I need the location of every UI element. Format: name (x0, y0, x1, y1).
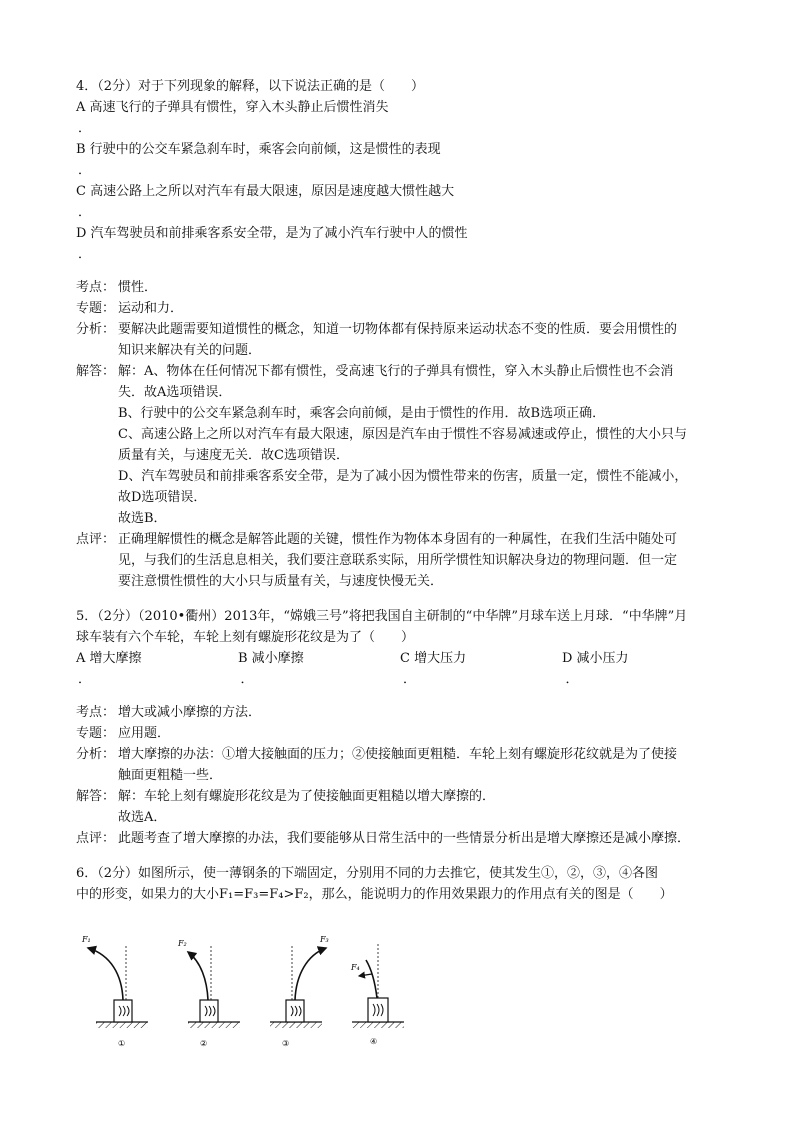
q5-stem-line: 5．（2分）（2010•衢州）2013年，“嫦娥三号”将把我国自主研制的“中华牌”月球车送上月球．“中华牌”月 (76, 609, 688, 624)
q5-option-a: A 增大摩擦 (76, 651, 142, 666)
q4-option-dot: ． (78, 247, 92, 262)
q4-option-dot: ． (78, 163, 92, 178)
q5-stem-line: 球车装有六个车轮，车轮上刻有螺旋形花纹是为了（ ） (76, 630, 415, 645)
q5-option-d: D 减小压力 (562, 651, 629, 666)
q6-stem-line: 6．（2分）如图所示，使一薄钢条的下端固定，分别用不同的力去推它，使其发生①，②，③，④各图 (76, 866, 659, 881)
diagram-4 (350, 944, 404, 1046)
q4-option-c: C 高速公路上之所以对汽车有最大限速，原因是速度越大惯性越大 (76, 184, 455, 199)
q5-kaodian (76, 702, 726, 723)
fenxi-line: 要解决此题需要知道惯性的概念，知道一切物体都有保持原来运动状态不变的性质．要会用惯性的 (118, 322, 678, 337)
q4-fenxi (76, 319, 726, 361)
jieda-line: B、行驶中的公交车紧急刹车时，乘客会向前倾，是由于惯性的作用．故B选项正确． (118, 406, 606, 421)
fenxi-line: 知识来解决有关的问题． (118, 343, 262, 358)
fenxi-line: 触面更粗糙一些． (118, 768, 223, 783)
dianping-label: 点评： (76, 831, 116, 846)
zhuanti-label: 专题： (76, 301, 116, 316)
force-label-f2: F₂ (178, 939, 187, 948)
bent-strip (88, 948, 123, 1000)
q5-options (76, 648, 726, 669)
dianping-line: 见，与我们的生活息息相关，我们要注意联系实际，用所学惯性知识解决身边的物理问题．但一定 (118, 553, 678, 568)
force-label-f1: F₁ (82, 935, 91, 944)
jieda-line: 解：A、物体在任何情况下都有惯性，受高速飞行的子弹具有惯性，穿入木头静止后惯性也不会消 (118, 364, 674, 379)
bent-strip (188, 952, 208, 1000)
q5-option-c: C 增大压力 (400, 651, 467, 666)
q5-option-dot: ． (403, 672, 417, 687)
dianping-line: 要注意惯性惯性的大小只与质量有关，与速度快慢无关． (118, 574, 444, 589)
force-label-f4: F₄ (351, 963, 360, 972)
q5-option-dot: ． (240, 672, 254, 687)
diagram-1 (81, 935, 148, 1048)
q5-jieda (76, 786, 726, 828)
q4-option-d: D 汽车驾驶员和前排乘客系安全带，是为了减小汽车行驶中人的惯性 (76, 226, 468, 241)
caption-3: ③ (282, 1039, 290, 1048)
q5-dianping (76, 828, 726, 849)
q5-option-dot: ． (565, 672, 579, 687)
diagram-2 (177, 939, 240, 1048)
jieda-line: 故选A． (118, 810, 167, 825)
q5-option-b: B 减小摩擦 (238, 651, 304, 666)
q4-jieda (76, 361, 726, 529)
jieda-line: D、汽车驾驶员和前排乘客系安全带，是为了减小因为惯性带来的伤害，质量一定，惯性不能减小， (118, 469, 688, 484)
q4-stem: 4．（2分）对于下列现象的解释，以下说法正确的是（ ） (76, 79, 425, 94)
q4-option-dot: ． (78, 205, 92, 220)
q6-stem-line: 中的形变，如果力的大小F₁=F₃=F₄>F₂，那么，能说明力的作用效果跟力的作用点有关的图是（ ） (76, 887, 673, 902)
force-label-f3: F₃ (320, 935, 329, 944)
caption-1: ① (118, 1039, 126, 1048)
q5-option-dots (76, 669, 726, 690)
caption-4: ④ (370, 1037, 378, 1046)
zhuanti-text: 应用题． (118, 726, 171, 741)
q4-zhuanti (76, 298, 726, 319)
bent-strip (295, 948, 326, 1000)
worksheet-page (76, 76, 726, 905)
q4-option-a: A 高速飞行的子弹具有惯性，穿入木头静止后惯性消失 (76, 100, 389, 115)
ground-hatch (96, 1022, 148, 1028)
zhuanti-text: 运动和力． (118, 301, 184, 316)
q4-kaodian (76, 277, 726, 298)
jieda-line: 质量有关，与速度无关．故C选项错误． (118, 448, 349, 463)
jieda-line: C、高速公路上之所以对汽车有最大限速，原因是汽车由于惯性不容易减速或停止，惯性的大小只与 (118, 427, 687, 442)
jieda-line: 解：车轮上刻有螺旋形花纹是为了使接触面更粗糙以增大摩擦的． (118, 789, 496, 804)
q5-option-dot: ． (78, 672, 92, 687)
kaodian-label: 考点： (76, 705, 116, 720)
jieda-label: 解答： (76, 789, 116, 804)
q4-dianping (76, 529, 726, 592)
kaodian-text: 增大或减小摩擦的方法． (118, 705, 262, 720)
caption-2: ② (200, 1039, 208, 1048)
zhuanti-label: 专题： (76, 726, 116, 741)
steel-strip-diagrams (76, 930, 436, 1050)
diagram-3 (270, 935, 329, 1048)
dianping-line: 此题考查了增大摩擦的办法，我们要能够从日常生活中的一些情景分析出是增大摩擦还是减小摩擦． (118, 831, 691, 846)
jieda-line: 故选B． (118, 511, 167, 526)
q4-option-dot: ． (78, 121, 92, 136)
q4-option-b: B 行驶中的公交车紧急刹车时，乘客会向前倾，这是惯性的表现 (76, 142, 441, 157)
q5-fenxi (76, 744, 726, 786)
fenxi-label: 分析： (76, 322, 116, 337)
fenxi-label: 分析： (76, 747, 116, 762)
kaodian-label: 考点： (76, 280, 116, 295)
q6-figure (76, 930, 436, 1050)
dianping-line: 正确理解惯性的概念是解答此题的关键，惯性作为物体本身固有的一种属性，在我们生活中随处可 (118, 532, 678, 547)
clamp-block (368, 998, 388, 1022)
jieda-label: 解答： (76, 364, 116, 379)
fenxi-line: 增大摩擦的办法：①增大接触面的压力；②使接触面更粗糙．车轮上刻有螺旋形花纹就是为了使接 (118, 747, 678, 762)
dianping-label: 点评： (76, 532, 116, 547)
q5-zhuanti (76, 723, 726, 744)
jieda-line: 故D选项错误． (118, 490, 207, 505)
jieda-line: 失．故A选项错误． (118, 385, 232, 400)
kaodian-text: 惯性． (118, 280, 158, 295)
